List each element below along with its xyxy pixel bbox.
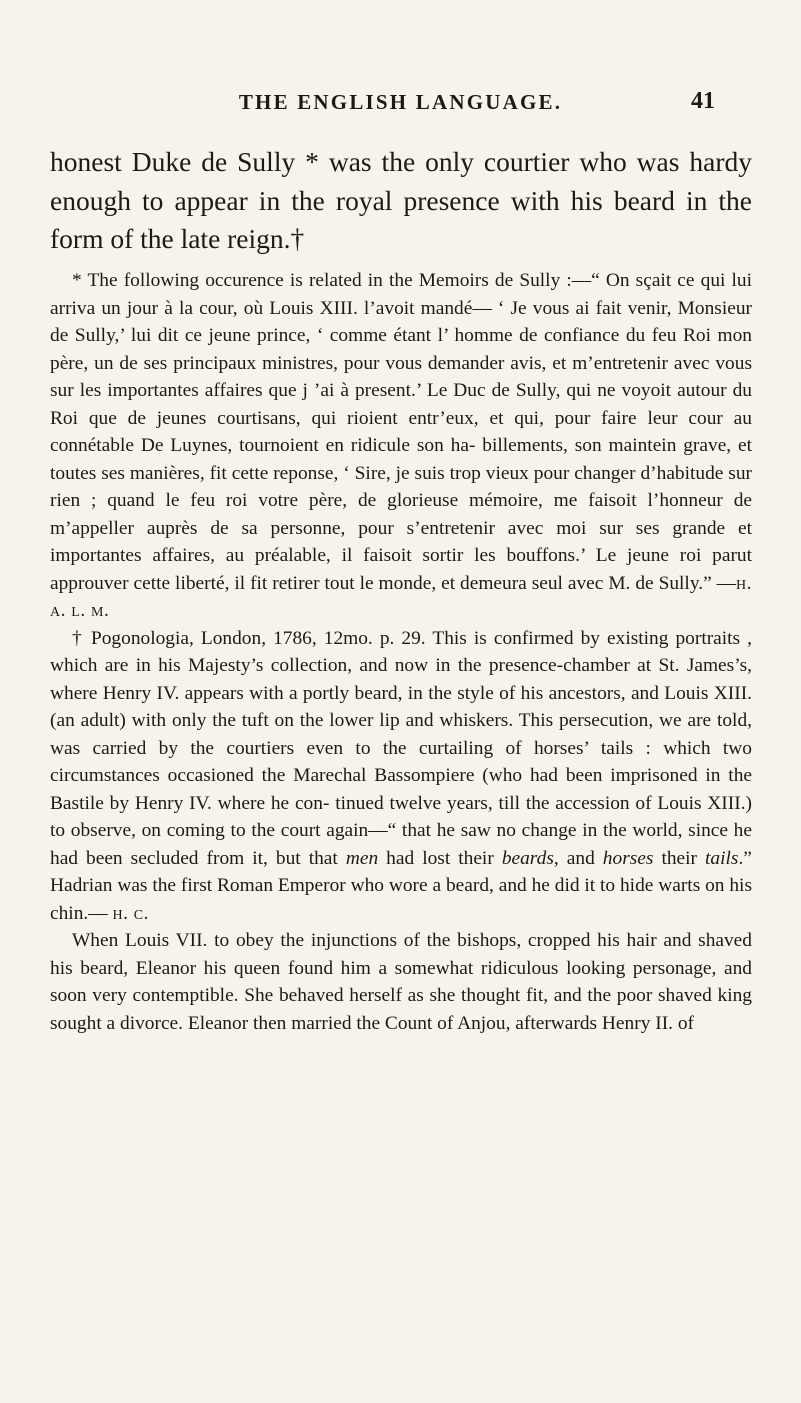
footnote-dagger-text-1: † Pogonologia, London, 1786, 12mo. p. 29. This is confirmed by existing portraits , which are in his Majesty’s collection, and now in the presence-chamber at St. James’s, where Henry IV. appears with a portly beard, in the style of his ancestors, and Louis XIII. (an adult) with only the tuft on the lower lip and whiskers. This persecution, we are told, was carried by the courtiers even to the curtailing of horses’ tails : which two circumstances occasioned the Marechal Bassompiere (who had been imprisoned in the Bastile by Henry IV. where he con- tinued twelve years, till the accession of Louis XIII.) to observe, on coming to the court again—“ that he saw no change in the world, since he had been secluded from it, but that — [50, 627, 752, 869]
footnotes — [50, 267, 752, 1037]
footnote-dagger-italic-men: men — [345, 847, 379, 869]
footnote-continuation: When Louis VII. to obey the injunctions of the bishops, cropped his hair and shaved his beard, Eleanor his queen found him a somewhat ridiculous looking personage, and soon very contemptible. She behaved herself as she thought fit, and the poor shaved king sought a divorce. Eleanor then married the Count of Anjou, afterwards Henry II. of — [50, 930, 752, 1034]
page-header — [0, 86, 801, 126]
footnote-dagger-italic-tails: tails — [705, 847, 739, 869]
footnote-dagger — [50, 625, 752, 928]
main-text — [50, 143, 752, 259]
footnote-star-signature: h. a. l. m. — [50, 572, 752, 621]
footnote-dagger-italic-beards: beards — [501, 847, 554, 869]
footnote-dagger-text-2: had lost their — [386, 847, 494, 869]
footnote-star — [50, 267, 752, 625]
footnote-dagger-signature: h. c. — [112, 902, 149, 924]
page-number: 41 — [691, 88, 715, 114]
footnote-star-text: * The following occurence is related in the Memoirs de Sully :—“ On sçait ce qui lui arriva un jour à la cour, où Louis XIII. l’avoit mandé— ‘ Je vous ai fait venir, Monsieur de Sully,’ lui dit ce jeune prince, ‘ comme étant l’ homme de confiance du feu Roi mon père, un de ses principaux ministres, pour vous demander avis, et m’entretenir avec vous sur les importantes affaires que j ’ai à present.’ Le Duc de Sully, qui ne voyoit autour du Roi que de jeunes courtisans, qui rioient entr’eux, et qui, pour faire leur cour au connétable De Luynes, tournoient en ridicule son ha- billements, son maintein grave, et toutes ses manières, fit cette reponse, ‘ Sire, je suis trop vieux pour changer d’habitude sur rien ; quand le feu roi votre père, de glorieuse mémoire, me faisoit l’honneur de m’appeller auprès de sa personne, pour s’entretenir avec moi sur ses grande et importantes affaires, au préalable, il faisoit sortir les bouffons.’ Le jeune roi parut approuver cette liberté, il fit retirer tout le monde, et demeura seul avec M. de Sully.” — — [50, 270, 752, 594]
footnote-dagger-text-4: their — [661, 847, 698, 869]
footnote-dagger-italic-horses: horses — [602, 847, 654, 869]
running-head: THE ENGLISH LANGUAGE. — [238, 90, 563, 114]
body-paragraph: honest Duke de Sully * was the only courtier who was hardy enough to appear in the royal presence with his beard in the form of the late reign.† — [50, 146, 752, 254]
footnote-dagger-text-5: .” Hadrian was the first Roman Emperor who wore a beard, and he did it to hide warts on his chin.— — [50, 847, 752, 924]
footnote-dagger-text-3: , and — [553, 847, 595, 869]
